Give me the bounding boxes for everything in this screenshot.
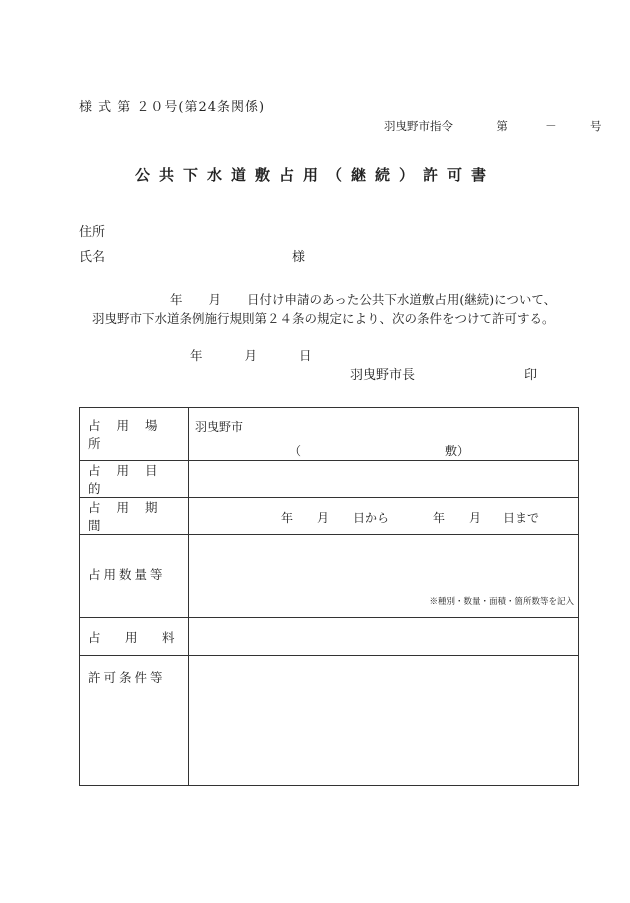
period-year-2: 年 <box>433 511 446 525</box>
row-label-conditions: 許可条件等 <box>80 656 189 786</box>
issue-year: 年 <box>190 348 203 363</box>
row-label-place: 占 用 場 所 <box>80 408 189 461</box>
period-year-1: 年 <box>281 511 294 525</box>
command-go: 号 <box>589 119 602 133</box>
issue-day: 日 <box>299 348 312 363</box>
fee-cell[interactable] <box>189 618 579 656</box>
table-row <box>80 461 579 498</box>
period-month-2: 月 <box>469 511 482 525</box>
quantity-note: ※種別・数量・面積・箇所数等を記入 <box>429 597 574 607</box>
place-paren-close: 敷） <box>445 444 470 458</box>
purpose-cell[interactable] <box>189 461 579 498</box>
table-row <box>80 498 579 535</box>
address-label: 住所 <box>79 225 106 240</box>
command-prefix: 羽曳野市指令 <box>384 119 453 133</box>
name-label: 氏名 <box>79 250 106 265</box>
body-year: 年 <box>170 292 183 307</box>
row-label-purpose: 占 用 目 的 <box>80 461 189 498</box>
command-number-line <box>384 118 601 134</box>
table-row <box>80 656 579 786</box>
body-line-2: 羽曳野市下水道条例施行規則第２４条の規定により、次の条件をつけて許可する。 <box>92 311 555 326</box>
body-month: 月 <box>208 292 222 307</box>
body-line-1 <box>170 290 556 308</box>
permit-table <box>79 407 579 786</box>
row-label-quantity: 占用数量等 <box>80 535 189 618</box>
period-month-1: 月 <box>317 511 330 525</box>
period-cell[interactable] <box>189 498 579 535</box>
period-day-1: 日から <box>353 511 390 525</box>
issue-month: 月 <box>244 348 258 363</box>
row-label-fee: 占 用 料 <box>80 618 189 656</box>
table-row <box>80 408 579 461</box>
conditions-cell[interactable] <box>189 656 579 786</box>
table-row <box>80 535 579 618</box>
form-number: 様 式 第 ２０号(第24条関係) <box>79 100 266 115</box>
issuer-name: 羽曳野市長 <box>350 368 416 383</box>
issue-date <box>190 346 312 364</box>
honorific-sama: 様 <box>292 250 306 265</box>
seal-mark: 印 <box>524 368 538 383</box>
command-dai: 第 <box>496 119 508 133</box>
row-label-period: 占 用 期 間 <box>80 498 189 535</box>
table-row <box>80 618 579 656</box>
body-sentence-1: 日付け申請のあった公共下水道敷占用(継続)について、 <box>247 292 557 307</box>
period-day-2: 日まで <box>503 511 540 525</box>
document-title: 公共下水道敷占用（継続）許可書 <box>134 166 495 184</box>
place-paren-open: （ <box>289 444 302 458</box>
command-dash: － <box>545 119 557 133</box>
place-city: 羽曳野市 <box>195 420 244 434</box>
quantity-cell[interactable] <box>189 535 579 618</box>
place-cell[interactable] <box>189 408 579 461</box>
